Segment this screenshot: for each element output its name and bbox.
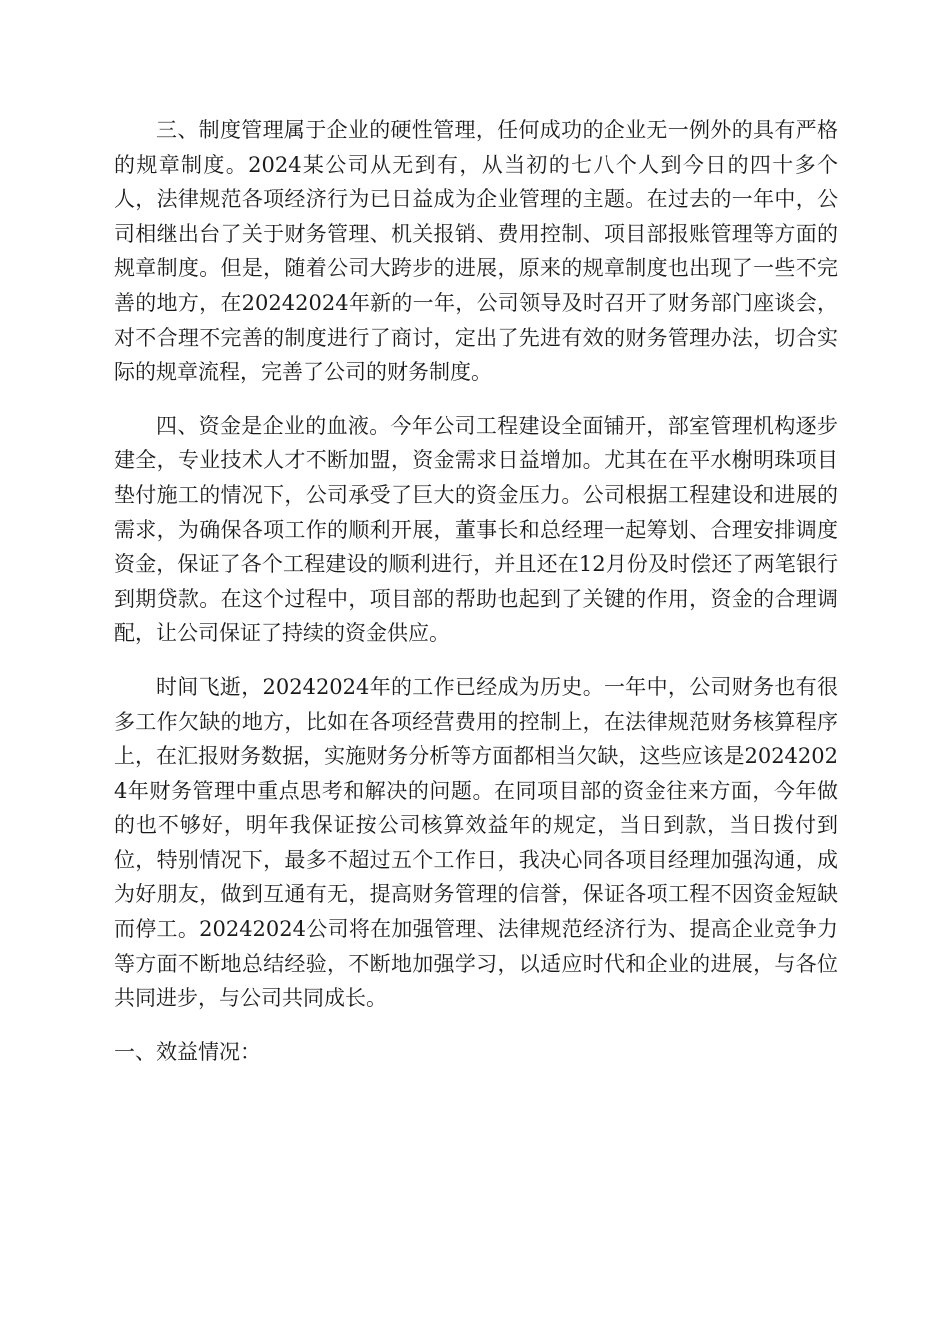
section-heading-benefits: 一、效益情况： bbox=[114, 1039, 261, 1064]
document-body bbox=[114, 113, 838, 1069]
paragraph-rules-management: 三、制度管理属于企业的硬性管理，任何成功的企业无一例外的具有严格的规章制度。2024某公司从无到有，从当初的七八个人到今日的四十多个人，法律规范各项经济行为已日益成为企业管理的主题。在过去的一年中，公司相继出台了关于财务管理、机关报销、费用控制、项目部报账管理等方面的规章制度。但是，随着公司大跨步的进展，原来的规章制度也出现了一些不完善的地方，在20242024年新的一年，公司领导及时召开了财务部门座谈会，对不合理不完善的制度进行了商讨，定出了先进有效的财务管理办法，切合实际的规章流程，完善了公司的财务制度。 bbox=[114, 118, 838, 385]
paragraph-summary: 时间飞逝，20242024年的工作已经成为历史。一年中，公司财务也有很多工作欠缺的地方，比如在各项经营费用的控制上，在法律规范财务核算程序上，在汇报财务数据，实施财务分析等方面都相当欠缺，这些应该是20242024年财务管理中重点思考和解决的问题。在同项目部的资金往来方面，今年做的也不够好，明年我保证按公司核算效益年的规定，当日到款，当日拨付到位，特别情况下，最多不超过五个工作日，我决心同各项目经理加强沟通，成为好朋友，做到互通有无，提高财务管理的信誉，保证各项工程不因资金短缺而停工。20242024公司将在加强管理、法律规范经济行为、提高企业竞争力等方面不断地总结经验，不断地加强学习，以适应时代和企业的进展，与各位共同进步，与公司共同成长。 bbox=[114, 674, 838, 1011]
paragraph-capital: 四、资金是企业的血液。今年公司工程建设全面铺开，部室管理机构逐步建全，专业技术人才不断加盟，资金需求日益增加。尤其在在平水榭明珠项目垫付施工的情况下，公司承受了巨大的资金压力。公司根据工程建设和进展的需求，为确保各项工作的顺利开展，董事长和总经理一起筹划、合理安排调度资金，保证了各个工程建设的顺利进行，并且还在12月份及时偿还了两笔银行到期贷款。在这个过程中，项目部的帮助也起到了关键的作用，资金的合理调配，让公司保证了持续的资金供应。 bbox=[114, 413, 838, 646]
